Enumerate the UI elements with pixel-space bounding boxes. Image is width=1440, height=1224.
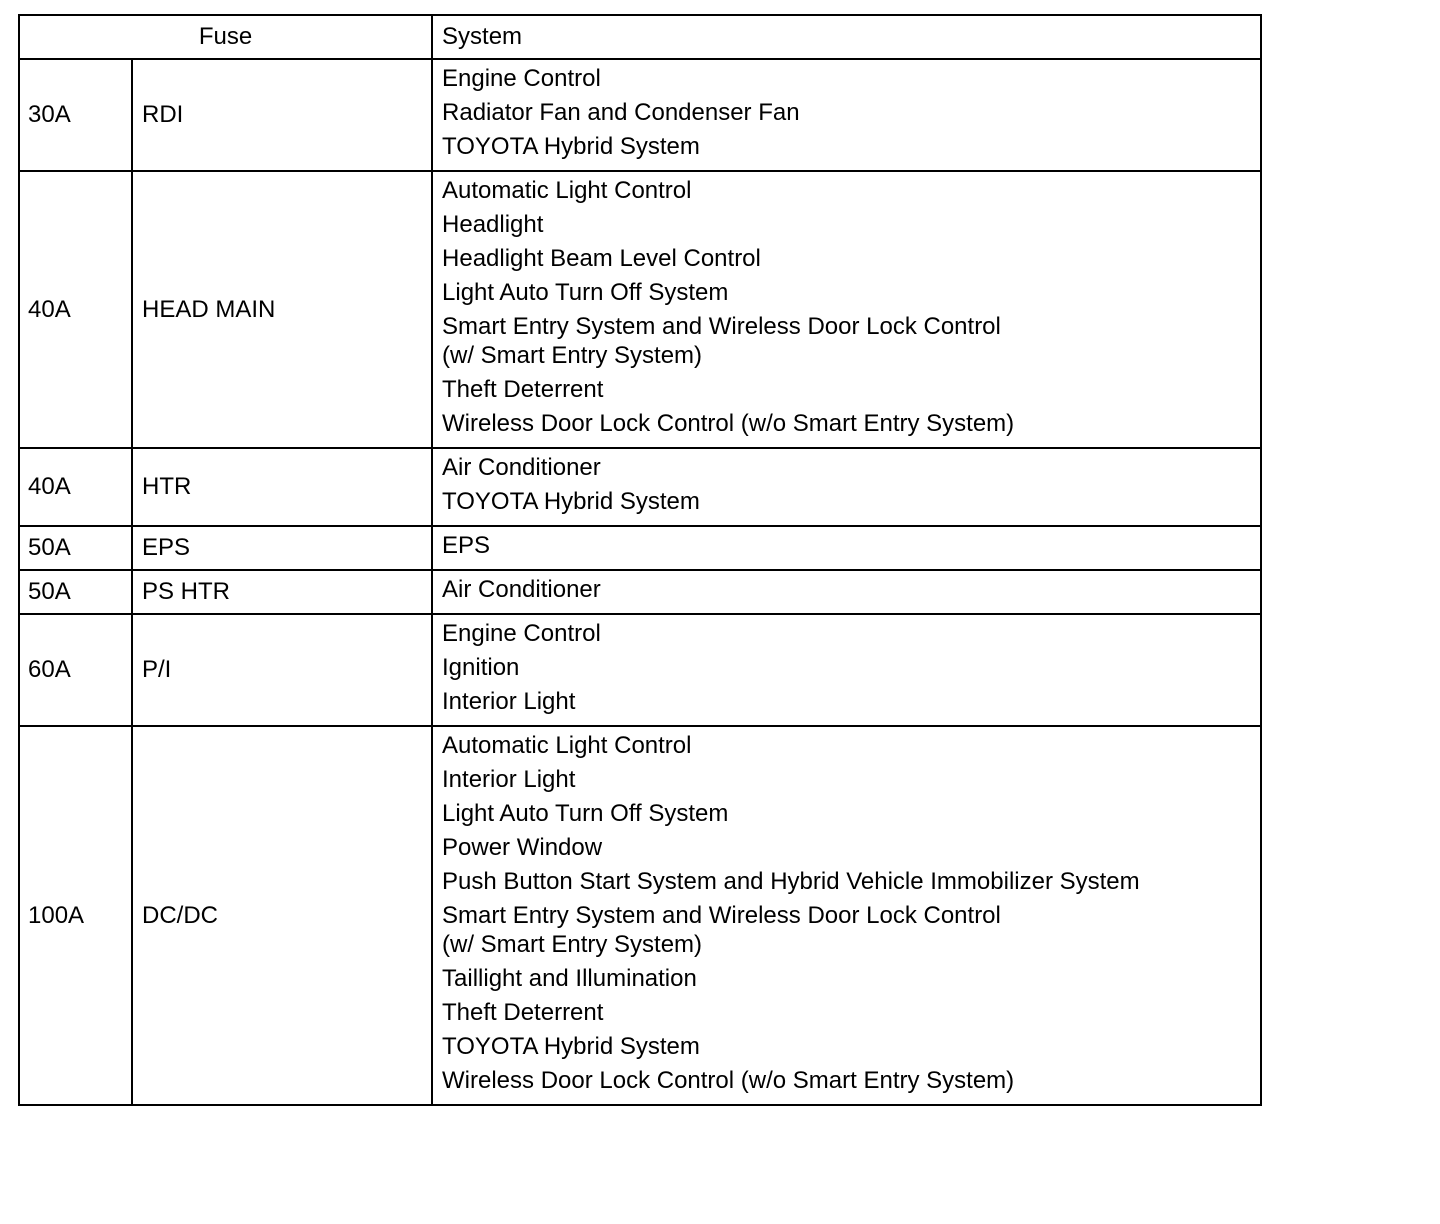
system-item: Light Auto Turn Off System (442, 279, 729, 306)
fuse-systems (432, 526, 1261, 570)
fuse-name: PS HTR (132, 570, 432, 614)
fuse-header: Fuse (19, 15, 432, 59)
table-row (19, 614, 1261, 726)
table-row (19, 570, 1261, 614)
table-row (19, 171, 1261, 448)
system-item: Engine Control (442, 65, 601, 92)
fuse-amperage: 50A (19, 570, 132, 614)
system-item: Radiator Fan and Condenser Fan (442, 99, 800, 126)
system-item: Interior Light (442, 688, 576, 715)
system-item: Headlight Beam Level Control (442, 245, 761, 272)
system-item: Power Window (442, 834, 603, 861)
fuse-name: HTR (132, 448, 432, 526)
table-row (19, 726, 1261, 1105)
fuse-name: DC/DC (132, 726, 432, 1105)
system-item: Theft Deterrent (442, 376, 604, 403)
fuse-rows (19, 59, 1261, 1105)
fuse-name: EPS (132, 526, 432, 570)
system-item: Ignition (442, 654, 520, 681)
fuse-name: HEAD MAIN (132, 171, 432, 448)
fuse-name: RDI (132, 59, 432, 171)
fuse-systems (432, 726, 1261, 1105)
system-item: Smart Entry System and Wireless Door Lock Control (w/ Smart Entry System) (442, 902, 1001, 958)
fuse-amperage: 40A (19, 171, 132, 448)
table-row (19, 526, 1261, 570)
fuse-table (18, 14, 1262, 1106)
system-item: Headlight (442, 211, 544, 238)
table-header-row (19, 15, 1261, 59)
system-item: Engine Control (442, 620, 601, 647)
fuse-amperage: 60A (19, 614, 132, 726)
system-item: EPS (442, 532, 491, 559)
system-item: Smart Entry System and Wireless Door Lock Control (w/ Smart Entry System) (442, 313, 1001, 369)
fuse-systems (432, 570, 1261, 614)
system-item: Theft Deterrent (442, 999, 604, 1026)
fuse-systems (432, 59, 1261, 171)
fuse-systems (432, 171, 1261, 448)
system-item: Wireless Door Lock Control (w/o Smart Entry System) (442, 410, 1015, 437)
system-item: Interior Light (442, 766, 576, 793)
fuse-amperage: 100A (19, 726, 132, 1105)
fuse-systems (432, 614, 1261, 726)
system-item: Automatic Light Control (442, 177, 692, 204)
table-row (19, 59, 1261, 171)
system-item: Automatic Light Control (442, 732, 692, 759)
fuse-amperage: 40A (19, 448, 132, 526)
system-item: Push Button Start System and Hybrid Vehicle Immobilizer System (442, 868, 1140, 895)
fuse-systems (432, 448, 1261, 526)
system-item: TOYOTA Hybrid System (442, 1033, 700, 1060)
system-item: Light Auto Turn Off System (442, 800, 729, 827)
system-item: Air Conditioner (442, 454, 601, 481)
system-item: Taillight and Illumination (442, 965, 697, 992)
table-row (19, 448, 1261, 526)
fuse-name: P/I (132, 614, 432, 726)
system-item: TOYOTA Hybrid System (442, 488, 700, 515)
system-item: Air Conditioner (442, 576, 601, 603)
system-item: Wireless Door Lock Control (w/o Smart Entry System) (442, 1067, 1015, 1094)
fuse-amperage: 30A (19, 59, 132, 171)
fuse-amperage: 50A (19, 526, 132, 570)
system-item: TOYOTA Hybrid System (442, 133, 700, 160)
system-header: System (432, 15, 1261, 59)
